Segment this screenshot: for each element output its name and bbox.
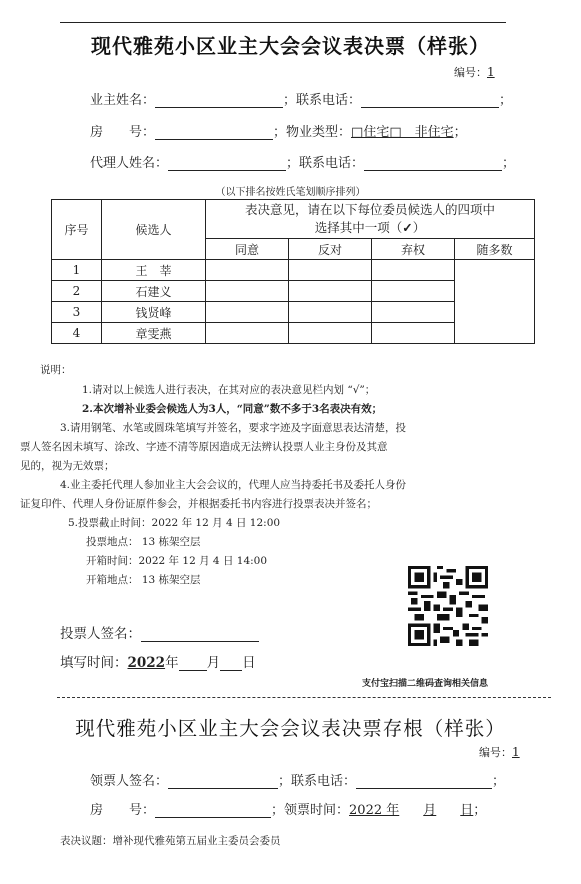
proxy-phone-field[interactable] xyxy=(364,156,502,171)
agree-cell[interactable] xyxy=(206,260,289,281)
voter-signature-field[interactable] xyxy=(141,627,259,642)
note-3b: 票人签名因未填写、涂改、字迹不清等原因造成无法辨认投票人业主身份及其意 xyxy=(20,441,388,453)
note-1: 1.请对以上候选人进行表决，在其对应的表决意见栏内划 “√”； xyxy=(82,384,376,396)
house-number-field[interactable] xyxy=(155,125,273,140)
ballot-title: 现代雅苑小区业主大会会议表决票（样张） xyxy=(91,34,490,58)
receiver-phone-field[interactable] xyxy=(356,774,492,789)
oppose-cell[interactable] xyxy=(289,323,372,344)
oppose-cell[interactable] xyxy=(289,260,372,281)
agree-cell[interactable] xyxy=(206,323,289,344)
row-no: 2 xyxy=(52,281,102,302)
header-abstain: 弃权 xyxy=(372,239,455,260)
candidate-name: 王 莘 xyxy=(102,260,206,281)
ballot-number: 编号：1 xyxy=(454,65,495,79)
abstain-cell[interactable] xyxy=(372,302,455,323)
table-row xyxy=(52,260,535,281)
proxy-info-row: 代理人姓名： ；联系电话： ； xyxy=(90,156,516,171)
cut-line xyxy=(57,697,551,698)
vote-place: 投票地点： 13 栋架空层 xyxy=(86,536,201,548)
voter-signature-row: 投票人签名： xyxy=(60,622,259,642)
header-agree: 同意 xyxy=(206,239,289,260)
abstain-cell[interactable] xyxy=(372,281,455,302)
open-place: 开箱地点： 13 栋架空层 xyxy=(86,574,201,586)
note-3c: 见的，视为无效票； xyxy=(20,460,115,472)
abstain-cell[interactable] xyxy=(372,323,455,344)
qr-caption: 支付宝扫描二维码查询相关信息 xyxy=(362,679,489,689)
stub-receiver-row: 领票人签名： ；联系电话： ； xyxy=(90,774,506,789)
house-info-row: 房 号： ；物业类型：□住宅□ 非住宅； xyxy=(90,125,467,140)
header-follow-majority: 随多数 xyxy=(455,239,535,260)
header-opinion: 表决意见，请在以下每位委员候选人的四项中 选择其中一项（✓） xyxy=(206,200,535,239)
owner-phone-field[interactable] xyxy=(361,93,499,108)
owner-name-field[interactable] xyxy=(155,93,283,108)
notes-label: 说明： xyxy=(40,364,72,376)
stub-title: 现代雅苑小区业主大会会议表决票存根（样张） xyxy=(75,717,506,740)
abstain-cell[interactable] xyxy=(372,260,455,281)
stub-house-row: 房 号： ；领票时间：2022 年 月 日； xyxy=(90,803,487,818)
open-time: 开箱时间：2022 年 12 月 4 日 14:00 xyxy=(86,555,268,567)
row-no: 4 xyxy=(52,323,102,344)
order-note: （以下排名按姓氏笔划顺序排列） xyxy=(215,187,366,198)
fill-year: 2022 xyxy=(127,655,166,671)
header-no: 序号 xyxy=(52,200,102,260)
stub-number: 编号：1 xyxy=(479,745,520,759)
note-4a: 4.业主委托代理人参加业主大会会议的，代理人应当持委托书及委托人身份 xyxy=(60,479,407,491)
receiver-signature-field[interactable] xyxy=(168,774,278,789)
fill-month-field[interactable] xyxy=(179,656,207,671)
row-no: 1 xyxy=(52,260,102,281)
oppose-cell[interactable] xyxy=(289,302,372,323)
notes-body xyxy=(20,381,540,590)
agree-cell[interactable] xyxy=(206,281,289,302)
owner-info-row: 业主姓名： ；联系电话： ； xyxy=(90,93,513,108)
oppose-cell[interactable] xyxy=(289,281,372,302)
header-oppose: 反对 xyxy=(289,239,372,260)
note-5: 5.投票截止时间：2022 年 12 月 4 日 12:00 xyxy=(68,517,281,529)
header-candidate: 候选人 xyxy=(102,200,206,260)
fill-time-row: 填写时间：2022年 月 日 xyxy=(60,655,256,671)
stub-house-field[interactable] xyxy=(155,803,271,818)
note-2: 2.本次增补业委会候选人为3人，“同意”数不多于3名表决有效； xyxy=(82,403,383,415)
stub-time-year: 2022 年 xyxy=(349,803,400,818)
proxy-name-field[interactable] xyxy=(168,156,286,171)
candidate-name: 石建义 xyxy=(102,281,206,302)
candidate-name: 章雯燕 xyxy=(102,323,206,344)
stub-topic: 表决议题：增补现代雅苑第五届业主委员会委员 xyxy=(60,835,281,847)
row-no: 3 xyxy=(52,302,102,323)
note-4b: 证复印件、代理人身份证原件参会，并根据委托书内容进行投票表决并签名； xyxy=(20,498,377,510)
follow-majority-cell[interactable] xyxy=(455,260,535,344)
property-type-options[interactable]: □住宅□ 非住宅 xyxy=(351,125,454,140)
agree-cell[interactable] xyxy=(206,302,289,323)
fill-day-field[interactable] xyxy=(220,656,242,671)
qr-code-icon xyxy=(408,566,488,646)
ballot-table xyxy=(51,199,535,344)
top-rule xyxy=(60,22,506,23)
candidate-name: 钱贤峰 xyxy=(102,302,206,323)
note-3a: 3.请用钢笔、水笔或圆珠笔填写并签名，要求字迹及字面意思表达清楚，投 xyxy=(60,422,407,434)
